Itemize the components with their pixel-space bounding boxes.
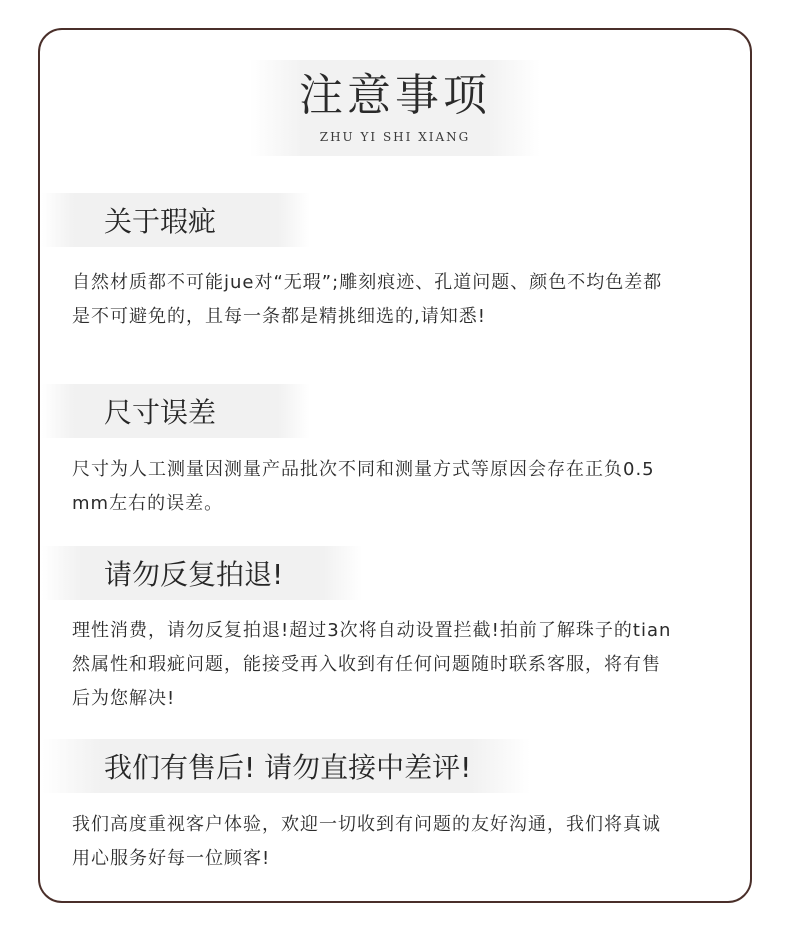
section-text-flaws xyxy=(72,266,752,334)
text-line: 自然材质都不可能jue对“无瑕”;雕刻痕迹、孔道问题、颜色不均色差都 xyxy=(72,272,663,293)
section-heading-label: 我们有售后! 请勿直接中差评! xyxy=(104,751,472,784)
text-line: 理性消费，请勿反复拍退!超过3次将自动设置拦截!拍前了解珠子的tian xyxy=(72,620,672,641)
title-banner xyxy=(250,60,540,156)
section-heading-label: 尺寸误差 xyxy=(104,396,217,429)
section-heading-flaws xyxy=(42,193,310,247)
section-heading-returns xyxy=(42,546,362,600)
section-text-aftersales xyxy=(72,808,752,876)
text-line: 用心服务好每一位顾客! xyxy=(72,848,271,869)
text-line: 后为您解决! xyxy=(72,688,176,709)
page-title: 注意事项 xyxy=(299,70,491,121)
section-heading-aftersales xyxy=(42,739,530,793)
section-text-size xyxy=(72,453,752,521)
text-line: 尺寸为人工测量因测量产品批次不同和测量方式等原因会存在正负0.5 xyxy=(72,459,655,480)
section-text-returns xyxy=(72,614,752,716)
section-heading-label: 请勿反复拍退! xyxy=(104,558,284,591)
section-heading-label: 关于瑕疵 xyxy=(104,205,217,238)
text-line: mm左右的误差。 xyxy=(72,493,224,514)
text-line: 我们高度重视客户体验，欢迎一切收到有问题的友好沟通，我们将真诚 xyxy=(72,814,661,835)
page-subtitle: ZHU YI SHI XIANG xyxy=(319,130,471,144)
text-line: 是不可避免的，且每一条都是精挑细选的,请知悉! xyxy=(72,306,486,327)
text-line: 然属性和瑕疵问题，能接受再入收到有任何问题随时联系客服，将有售 xyxy=(72,654,661,675)
section-heading-size xyxy=(42,384,310,438)
